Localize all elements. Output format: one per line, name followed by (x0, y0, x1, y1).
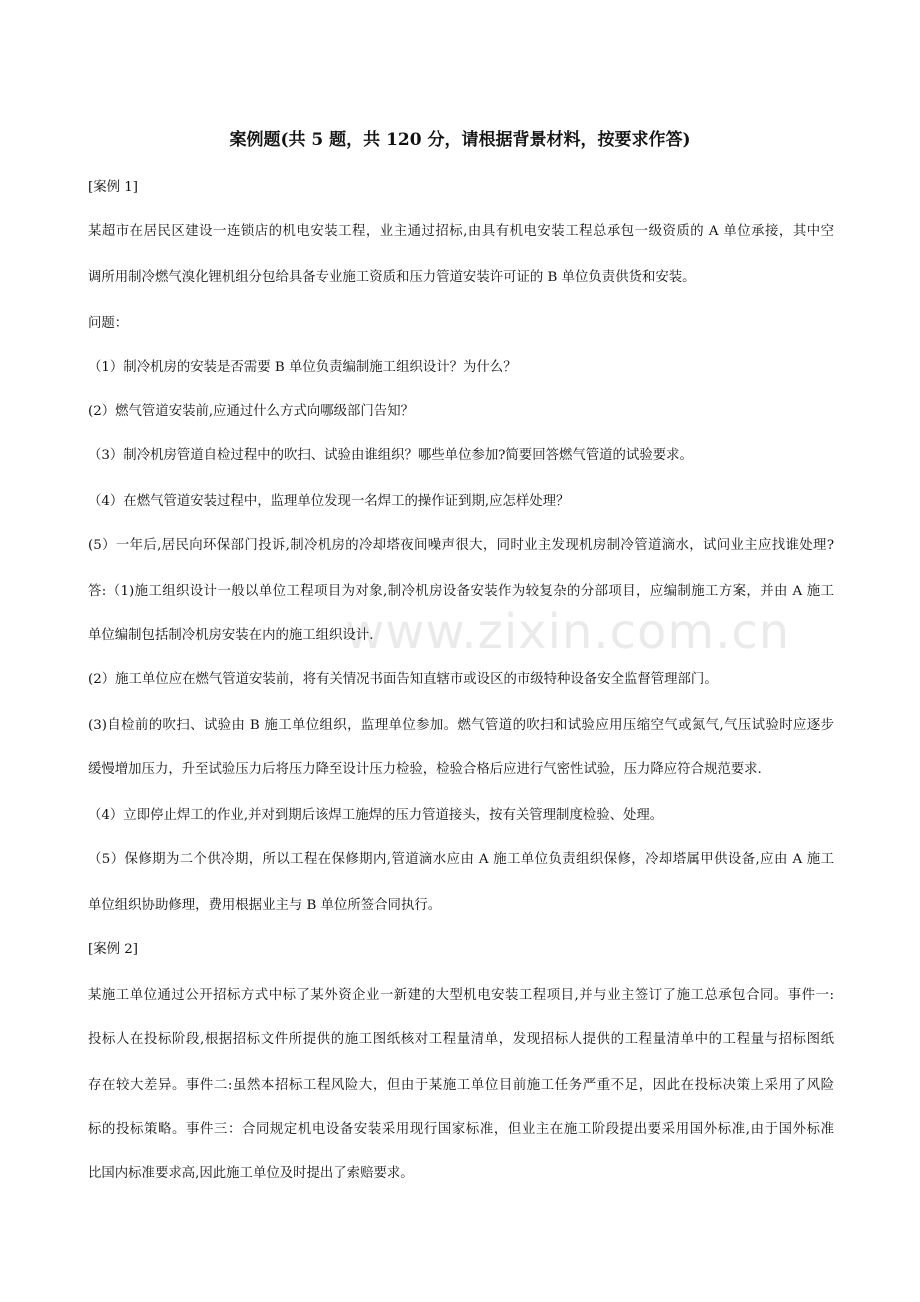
answer-5-line-2: 单位组织协助修理，费用根据业主与 B 单位所签合同执行。 (88, 898, 442, 913)
case-1-heading: [案例 1] (88, 180, 139, 195)
answer-2: (2）施工单位应在燃气管道安装前，将有关情况书面告知直辖市或设区的市级特种设备安全监督管理部门。 (88, 672, 718, 687)
case-2-background-line-2: 投标人在投标阶段,根据招标文件所提供的施工图纸核对工程量清单，发现招标人提供的工程量清单中的工程量与招标图纸 (88, 1032, 834, 1047)
case-2-background-line-4: 标的投标策略。事件三：合同规定机电设备安装采用现行国家标准，但业主在施工阶段提出要采用国外标准,由于国外标准 (88, 1122, 834, 1137)
answer-5-line-1: （5）保修期为二个供冷期，所以工程在保修期内,管道滴水应由 A 施工单位负责组织保修，冷却塔属甲供设备,应由 A 施工 (88, 852, 834, 867)
question-4: （4）在燃气管道安装过程中，监理单位发现一名焊工的操作证到期,应怎样处理？ (88, 494, 570, 509)
answer-1-line-1: 答:（1)施工组织设计一般以单位工程项目为对象,制冷机房设备安装作为较复杂的分部项目，应编制施工方案，并由 A 施工 (88, 584, 834, 599)
case-1-background-line-1: 某超市在居民区建设一连锁店的机电安装工程，业主通过招标,由具有机电安装工程总承包一级资质的 A 单位承接，其中空 (88, 224, 834, 239)
case-2-heading: [案例 2] (88, 942, 139, 957)
questions-label: 问题： (88, 316, 129, 331)
question-1: （1）制冷机房的安装是否需要 B 单位负责编制施工组织设计？为什么？ (88, 360, 517, 375)
question-5: (5）一年后,居民向环保部门投诉,制冷机房的冷却塔夜间噪声很大，同时业主发现机房制冷管道滴水，试问业主应找谁处理? (88, 538, 834, 553)
page-title: 案例题(共 5 题，共 120 分，请根据背景材料，按要求作答) (229, 130, 691, 150)
watermark: www.zixin.com.cn (345, 604, 791, 660)
answer-3-line-1: (3)自检前的吹扫、试验由 B 施工单位组织，监理单位参加。燃气管道的吹扫和试验应用压缩空气或氮气,气压试验时应逐步 (88, 718, 834, 733)
answer-4: （4）立即停止焊工的作业,并对到期后该焊工施焊的压力管道接头，按有关管理制度检验、处理。 (88, 808, 664, 823)
question-3: （3）制冷机房管道自检过程中的吹扫、试验由谁组织？哪些单位参加?简要回答燃气管道的试验要求。 (88, 448, 693, 463)
case-2-background-line-5: 比国内标准要求高,因此施工单位及时提出了索赔要求。 (88, 1166, 414, 1181)
answer-1-line-2: 单位编制包括制冷机房安装在内的施工组织设计. (88, 628, 374, 643)
question-2: (2）燃气管道安装前,应通过什么方式向哪级部门告知？ (88, 404, 414, 419)
case-2-background-line-1: 某施工单位通过公开招标方式中标了某外资企业一新建的大型机电安装工程项目,并与业主签订了施工总承包合同。事件一: (88, 988, 834, 1003)
case-1-background-line-2: 调所用制冷燃气溴化锂机组分包给具备专业施工资质和压力管道安装许可证的 B 单位负责供货和安装。 (88, 270, 696, 285)
answer-3-line-2: 缓慢增加压力，升至试验压力后将压力降至设计压力检验，检验合格后应进行气密性试验，压力降应符合规范要求. (88, 762, 762, 777)
case-2-background-line-3: 存在较大差异。事件二:虽然本招标工程风险大，但由于某施工单位目前施工任务严重不足，因此在投标决策上采用了风险 (88, 1078, 834, 1093)
